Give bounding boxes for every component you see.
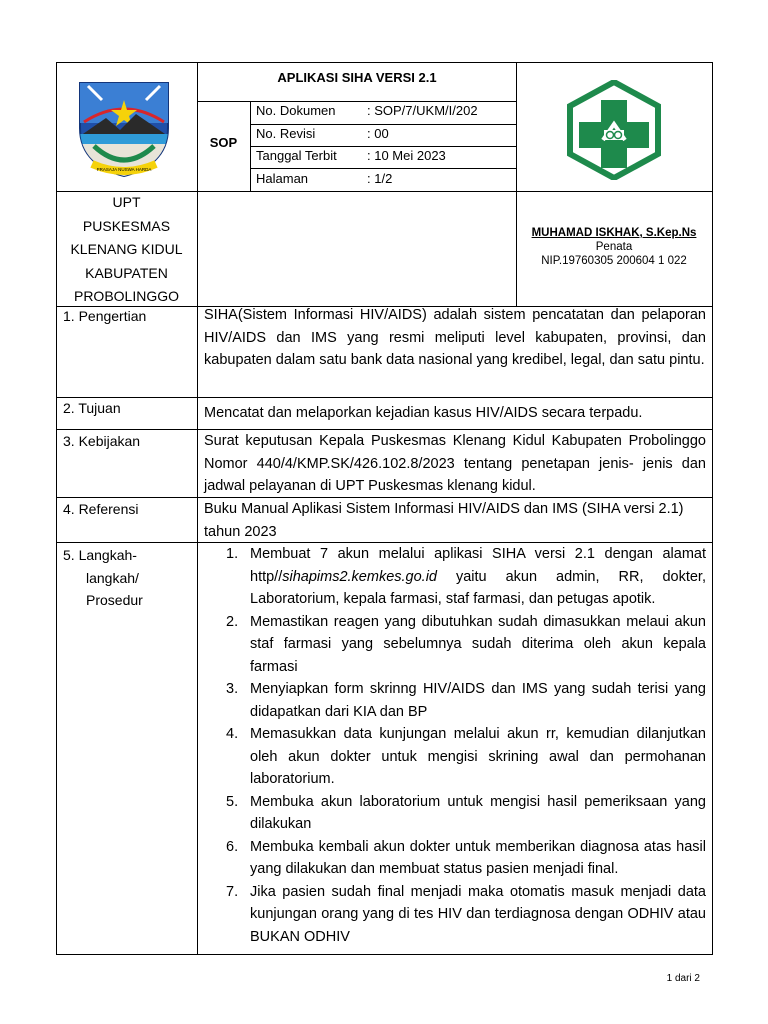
step-number: 7.: [226, 883, 239, 900]
sop-label: SOP: [209, 135, 238, 150]
header-col-line-1: [197, 62, 198, 307]
procedure-step: [226, 678, 706, 723]
frame-bottom-line: [56, 954, 713, 955]
meta-value-page: : 1/2: [367, 171, 393, 186]
section-text-purpose: Mencatat dan melaporkan kejadian kasus HIV/AIDS secara terpadu.: [204, 405, 643, 421]
meta-label-revision: No. Revisi: [256, 126, 316, 141]
procedure-step: [226, 723, 706, 791]
procedure-label-line: Prosedur: [86, 592, 143, 608]
institution-line: PUSKESMAS: [82, 217, 171, 234]
step-text: Membuat 7 akun melalui aplikasi SIHA versi 2.1 dengan alamat http//: [250, 546, 706, 585]
meta-value-issue-date: : 10 Mei 2023: [367, 148, 446, 163]
procedure-step: [226, 791, 706, 836]
header-col-line-2: [516, 62, 517, 307]
emblem-motto-text: PRASAJA NUSWA HARDA: [96, 167, 152, 172]
step-text: Membuka kembali akun dokter untuk memberikan diagnosa atas hasil yang dilakukan dan membuat status pasien menjadi final.: [250, 838, 706, 877]
step-text: Jika pasien sudah final menjadi maka otomatis masuk menjadi data kunjungan orang yang di tes HIV dan terdiagnosa dengan ODHIV atau BUKAN ODHIV: [250, 883, 706, 945]
procedure-step: [226, 611, 706, 679]
institution-line: KABUPATEN: [85, 264, 168, 281]
header-row-line-meta-3: [250, 168, 517, 169]
step-text-continued: yaitu akun admin, RR, dokter, Laboratorium, kepala farmasi, staf farmasi, dan petugas apotik.: [250, 568, 706, 607]
procedure-label-line: langkah/: [86, 569, 139, 586]
regency-emblem-logo: [76, 78, 172, 180]
page-number: 1 dari 2: [666, 973, 700, 984]
procedure-steps-list: [226, 543, 706, 948]
signatory-nip: NIP.19760305 200604 1 022: [541, 255, 687, 267]
meta-value-document-number: : SOP/7/UKM/I/202: [367, 103, 478, 118]
section-text-policy: Surat keputusan Kepala Puskesmas Klenang Kidul Kabupaten Probolinggo Nomor 440/4/KMP.SK/426.102.8/2023 tentang penetapan jenis- jenis dan jadwal pelayanan di UPT Puskesmas klenang kidul.: [204, 433, 706, 494]
step-number: 5.: [226, 793, 239, 810]
step-number: 1.: [226, 546, 239, 562]
procedure-label-line: 5. Langkah-: [63, 547, 137, 563]
procedure-step: [226, 881, 706, 949]
section-label-procedure: [63, 544, 143, 612]
frame-top-line: [56, 62, 713, 63]
signatory-rank: Penata: [595, 241, 633, 253]
section-text-definition: SIHA(Sistem Informasi HIV/AIDS) adalah sistem pencatatan dan pelaporan HIV/AIDS dan IMS yang resmi meliputi level kabupaten, provinsi, dan kabupaten dalam satu bank data nasional yang kredibel, legal, dan satu pintu.: [204, 307, 706, 368]
section-label-definition: 1. Pengertian: [63, 308, 147, 324]
institution-line: PROBOLINGGO: [73, 288, 180, 304]
step-text: Memastikan reagen yang dibutuhkan sudah dimasukkan melaui akun staf farmasi yang sebelumnya sudah diterima oleh akun kepala farmasi: [250, 613, 706, 675]
procedure-step: [226, 836, 706, 881]
section-label-reference: 4. Referensi: [63, 501, 139, 517]
step-text: Memasukkan data kunjungan melalui akun rr, kemudian dilanjutkan oleh akun dokter untuk mengisi skrining awal dan permohanan laboratorium.: [250, 726, 706, 787]
meta-label-page: Halaman: [256, 171, 309, 186]
signatory-name: MUHAMAD ISKHAK, S.Kep.Ns: [531, 227, 697, 239]
section-label-purpose: 2. Tujuan: [63, 400, 121, 416]
meta-value-revision: : 00: [367, 126, 389, 141]
institution-line: KLENANG KIDUL: [70, 241, 183, 257]
procedure-step: [226, 543, 706, 611]
body-col-line: [197, 306, 198, 955]
document-title: APLIKASI SIHA VERSI 2.1: [277, 70, 437, 85]
body-row-line-1: [56, 397, 713, 398]
meta-label-issue-date: Tanggal Terbit: [256, 148, 337, 163]
meta-label-document-number: No. Dokumen: [256, 103, 336, 118]
step-number: 6.: [226, 838, 239, 855]
step-number: 3.: [226, 681, 239, 697]
step-number: 2.: [226, 613, 239, 630]
section-text-reference: Buku Manual Aplikasi Sistem Informasi HIV/AIDS dan IMS (SIHA versi 2.1) tahun 2023: [204, 501, 684, 540]
institution-name: [56, 191, 197, 309]
puskesmas-logo: [563, 80, 665, 180]
signatory-block: [516, 226, 712, 268]
institution-line: UPT: [112, 194, 141, 210]
step-number: 4.: [226, 726, 239, 742]
step-url-text: sihapims2.kemkes.go.id: [282, 568, 437, 585]
step-text: Membuka akun laboratorium untuk mengisi hasil pemeriksaan yang dilakukan: [250, 793, 706, 832]
frame-right-line: [712, 62, 713, 955]
step-text: Menyiapkan form skrinng HIV/AIDS dan IMS yang sudah terisi yang didapatkan dari KIA dan BP: [250, 681, 706, 720]
section-label-policy: 3. Kebijakan: [63, 433, 141, 449]
